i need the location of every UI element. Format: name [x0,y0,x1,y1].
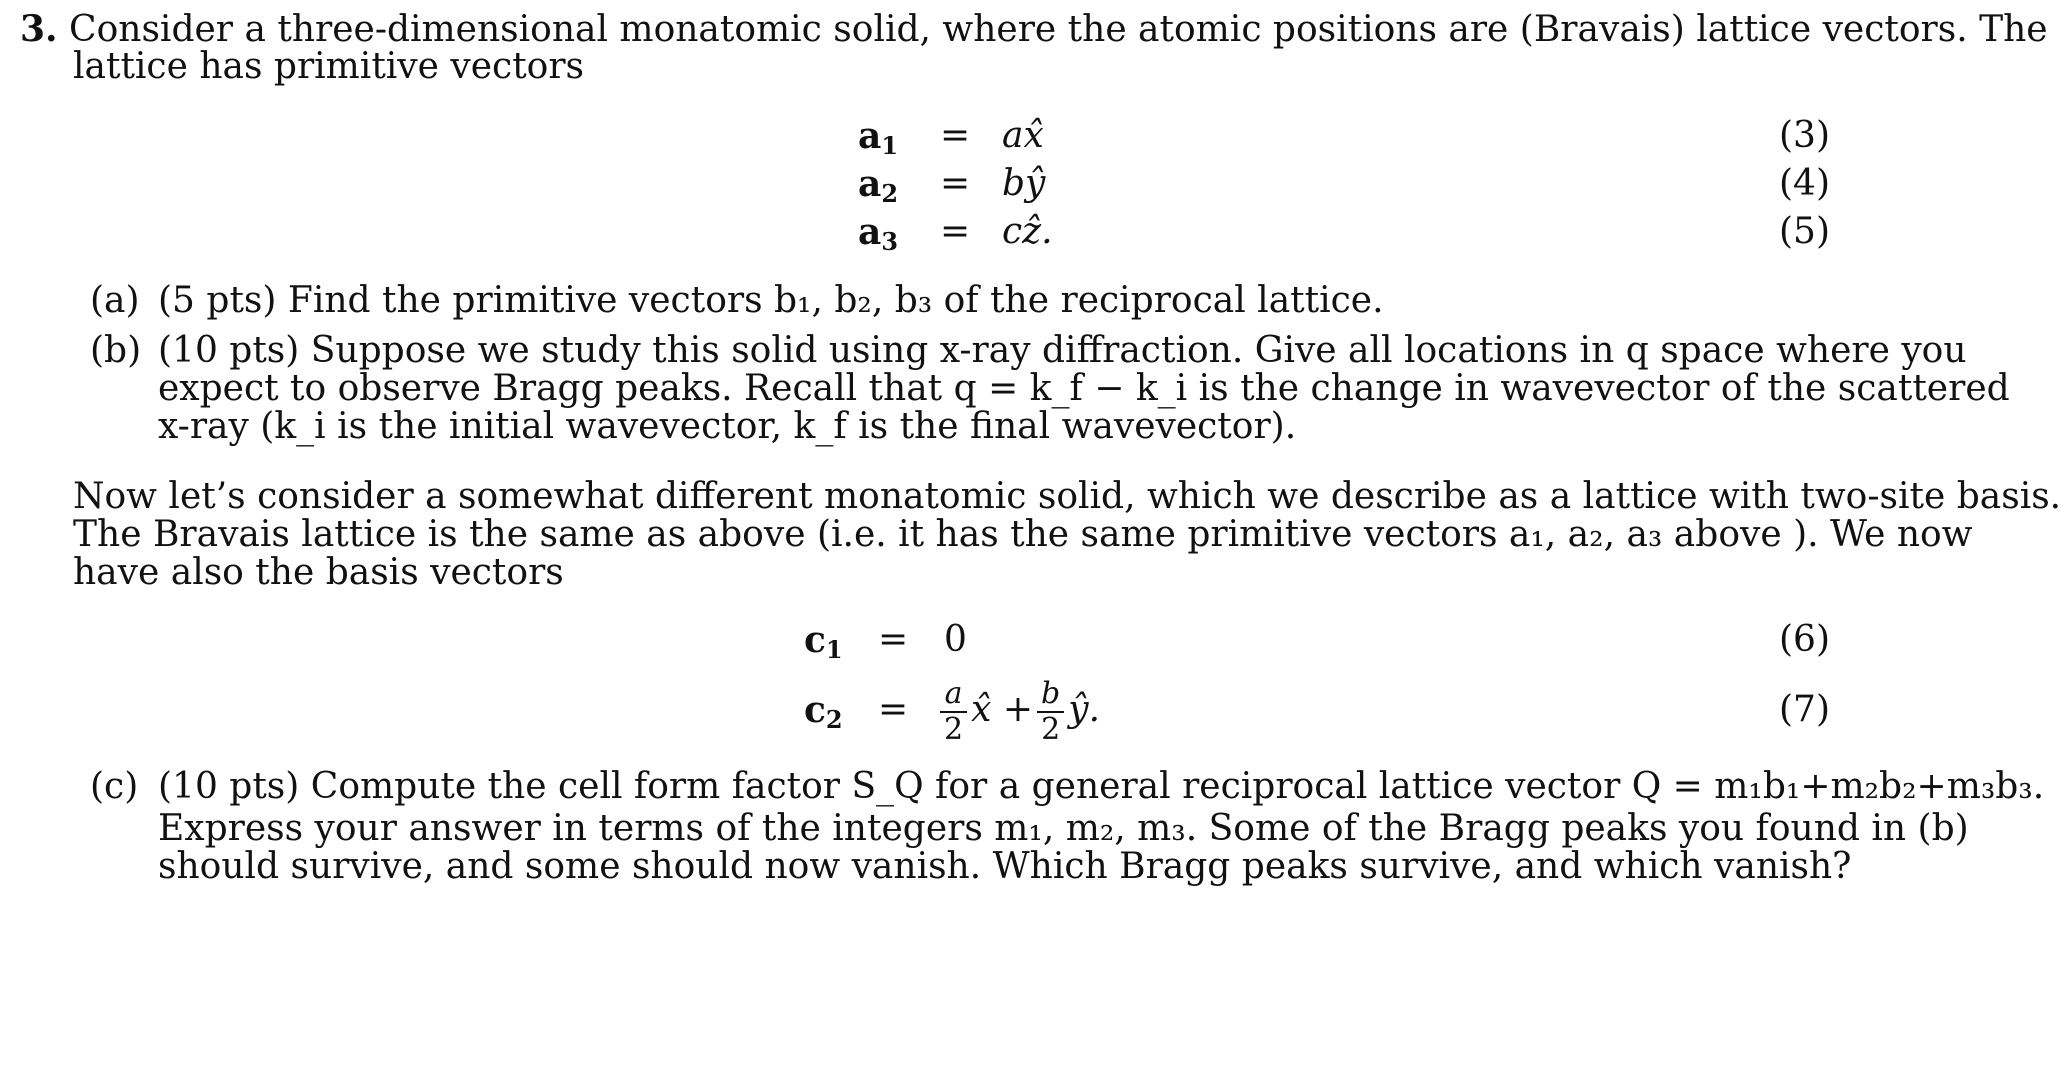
equation-number: (3) [1779,115,1830,156]
equation-lhs: $c_1$ [804,619,843,664]
equation-rhs: 0 [944,619,967,660]
fraction-b-over-2: $\frac{b}{2}$ [1037,677,1064,747]
equals-sign: = [878,689,909,730]
equation-number: (4) [1779,163,1830,204]
equation-5 [0,206,1854,258]
equals-sign: = [940,211,971,252]
equals-sign: = [878,619,909,660]
part-b-text-line2: expect to observe Bragg peaks. Recall that q = k_f − k_i is the change in wavevector of the scattered [158,368,2010,409]
equation-3 [0,110,1854,162]
part-b-text-line1: (10 pts) Suppose we study this solid using x-ray diffraction. Give all locations in q space where you [158,330,1967,371]
equation-rhs: ax̂ [1002,115,1044,156]
paragraph2-line2: The Bravais lattice is the same as above (i.e. it has the same primitive vectors a₁, a₂, a₃ above ). We now [73,514,1973,555]
equation-lhs: $c_2$ [804,689,843,734]
paragraph2-line3: have also the basis vectors [73,552,564,593]
problem-intro-line2: lattice has primitive vectors [73,46,585,87]
equation-rhs: bŷ [1002,163,1046,204]
equals-sign: = [940,163,971,204]
equation-7 [0,670,1854,750]
problem-number: 3. [20,8,58,50]
part-c-text-line2: Express your answer in terms of the integers m₁, m₂, m₃. Some of the Bragg peaks you found in (b) [158,808,1969,849]
equation-number: (6) [1779,619,1830,660]
equation-lhs: $a_3$ [858,211,899,256]
problem-intro-text1: Consider a three-dimensional monatomic solid, where the atomic positions are (Bravais) lattice vectors. The [69,9,2048,50]
equation-6 [0,614,1854,666]
paragraph2-line1: Now let’s consider a somewhat different monatomic solid, which we describe as a lattice with two-site basis. [73,476,2061,517]
equation-number: (7) [1779,689,1830,730]
equals-sign: = [940,115,971,156]
equation-number: (5) [1779,211,1830,252]
equation-rhs: $\frac{a}{2}$ x̂ + $\frac{b}{2}$ ŷ. [936,670,1100,750]
part-b-text-line3: x-ray (k_i is the initial wavevector, k_f is the final wavevector). [158,406,1297,447]
equation-4 [0,158,1854,210]
part-c-text-line1: (10 pts) Compute the cell form factor S_Q for a general reciprocal lattice vector Q = m₁b₁+m₂b₂+m₃b₃. [158,766,2045,807]
part-a-label: (a) [90,280,140,321]
part-b-label: (b) [90,330,142,371]
part-c-text-line3: should survive, and some should now vanish. Which Bragg peaks survive, and which vanish? [158,846,1852,887]
problem-intro-line1 [20,8,2048,51]
part-c-label: (c) [90,766,139,807]
part-a-text: (5 pts) Find the primitive vectors b₁, b₂, b₃ of the reciprocal lattice. [158,280,1384,321]
equation-lhs: $a_2$ [858,163,899,208]
equation-rhs: cẑ. [1002,211,1053,252]
fraction-a-over-2: $\frac{a}{2}$ [940,677,967,747]
equation-lhs: $a_1$ [858,115,899,160]
